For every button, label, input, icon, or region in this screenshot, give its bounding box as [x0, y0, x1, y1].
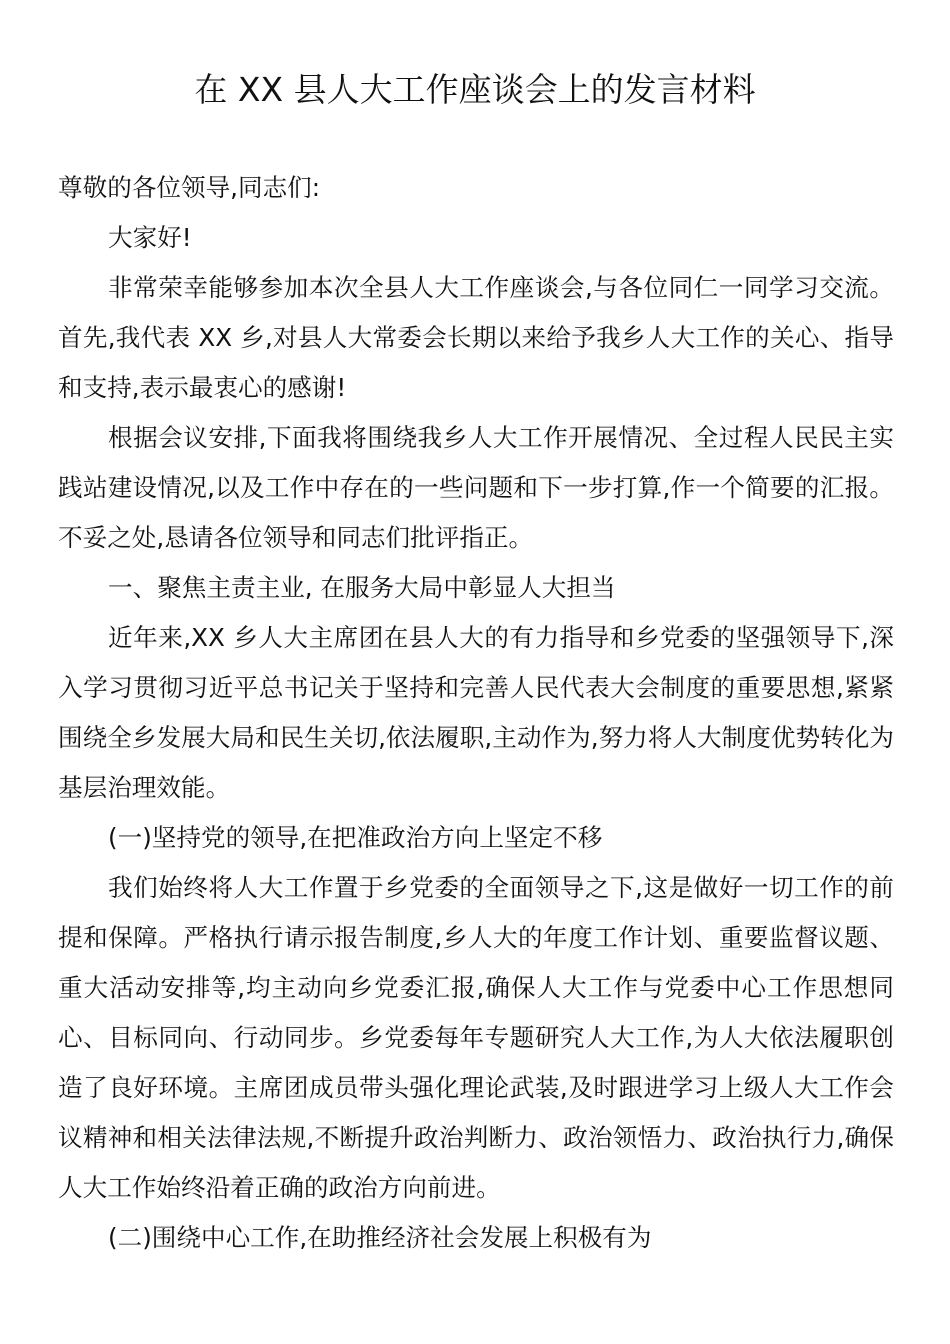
- salutation: 尊敬的各位领导,同志们:: [58, 173, 321, 202]
- document-title: 在 XX 县人大工作座谈会上的发言材料: [194, 70, 756, 109]
- document-body: [58, 163, 894, 1263]
- greeting-paragraph: 大家好!: [108, 223, 192, 252]
- section-1-intro-paragraph: 近年来,XX 乡人大主席团在县人大的有力指导和乡党委的坚强领导下,深入学习贯彻习近平总书记关于坚持和完善人民代表大会制度的重要思想,紧紧围绕全乡发展大局和民生关切,依法履职,主动作为,努力将人大制度优势转化为基层治理效能。: [58, 623, 894, 802]
- opening-paragraph: 非常荣幸能够参加本次全县人大工作座谈会,与各位同仁一同学习交流。首先,我代表 XX 乡,对县人大常委会长期以来给予我乡人大工作的关心、指导和支持,表示最衷心的感谢!: [58, 273, 894, 402]
- subsection-1-paragraph: 我们始终将人大工作置于乡党委的全面领导之下,这是做好一切工作的前提和保障。严格执行请示报告制度,乡人大的年度工作计划、重要监督议题、重大活动安排等,均主动向乡党委汇报,确保人大工作与党委中心工作思想同心、目标同向、行动同步。乡党委每年专题研究人大工作,为人大依法履职创造了良好环境。主席团成员带头强化理论武装,及时跟进学习上级人大工作会议精神和相关法律法规,不断提升政治判断力、政治领悟力、政治执行力,确保人大工作始终沿着正确的政治方向前进。: [58, 873, 894, 1202]
- agenda-paragraph: 根据会议安排,下面我将围绕我乡人大工作开展情况、全过程人民民主实践站建设情况,以及工作中存在的一些问题和下一步打算,作一个简要的汇报。不妥之处,恳请各位领导和同志们批评指正。: [58, 423, 894, 552]
- subsection-heading-2: (二)围绕中心工作,在助推经济社会发展上积极有为: [108, 1223, 652, 1252]
- section-heading-1: 一、聚焦主责主业, 在服务大局中彰显人大担当: [108, 573, 616, 602]
- subsection-heading-1: (一)坚持党的领导,在把准政治方向上坚定不移: [108, 823, 603, 852]
